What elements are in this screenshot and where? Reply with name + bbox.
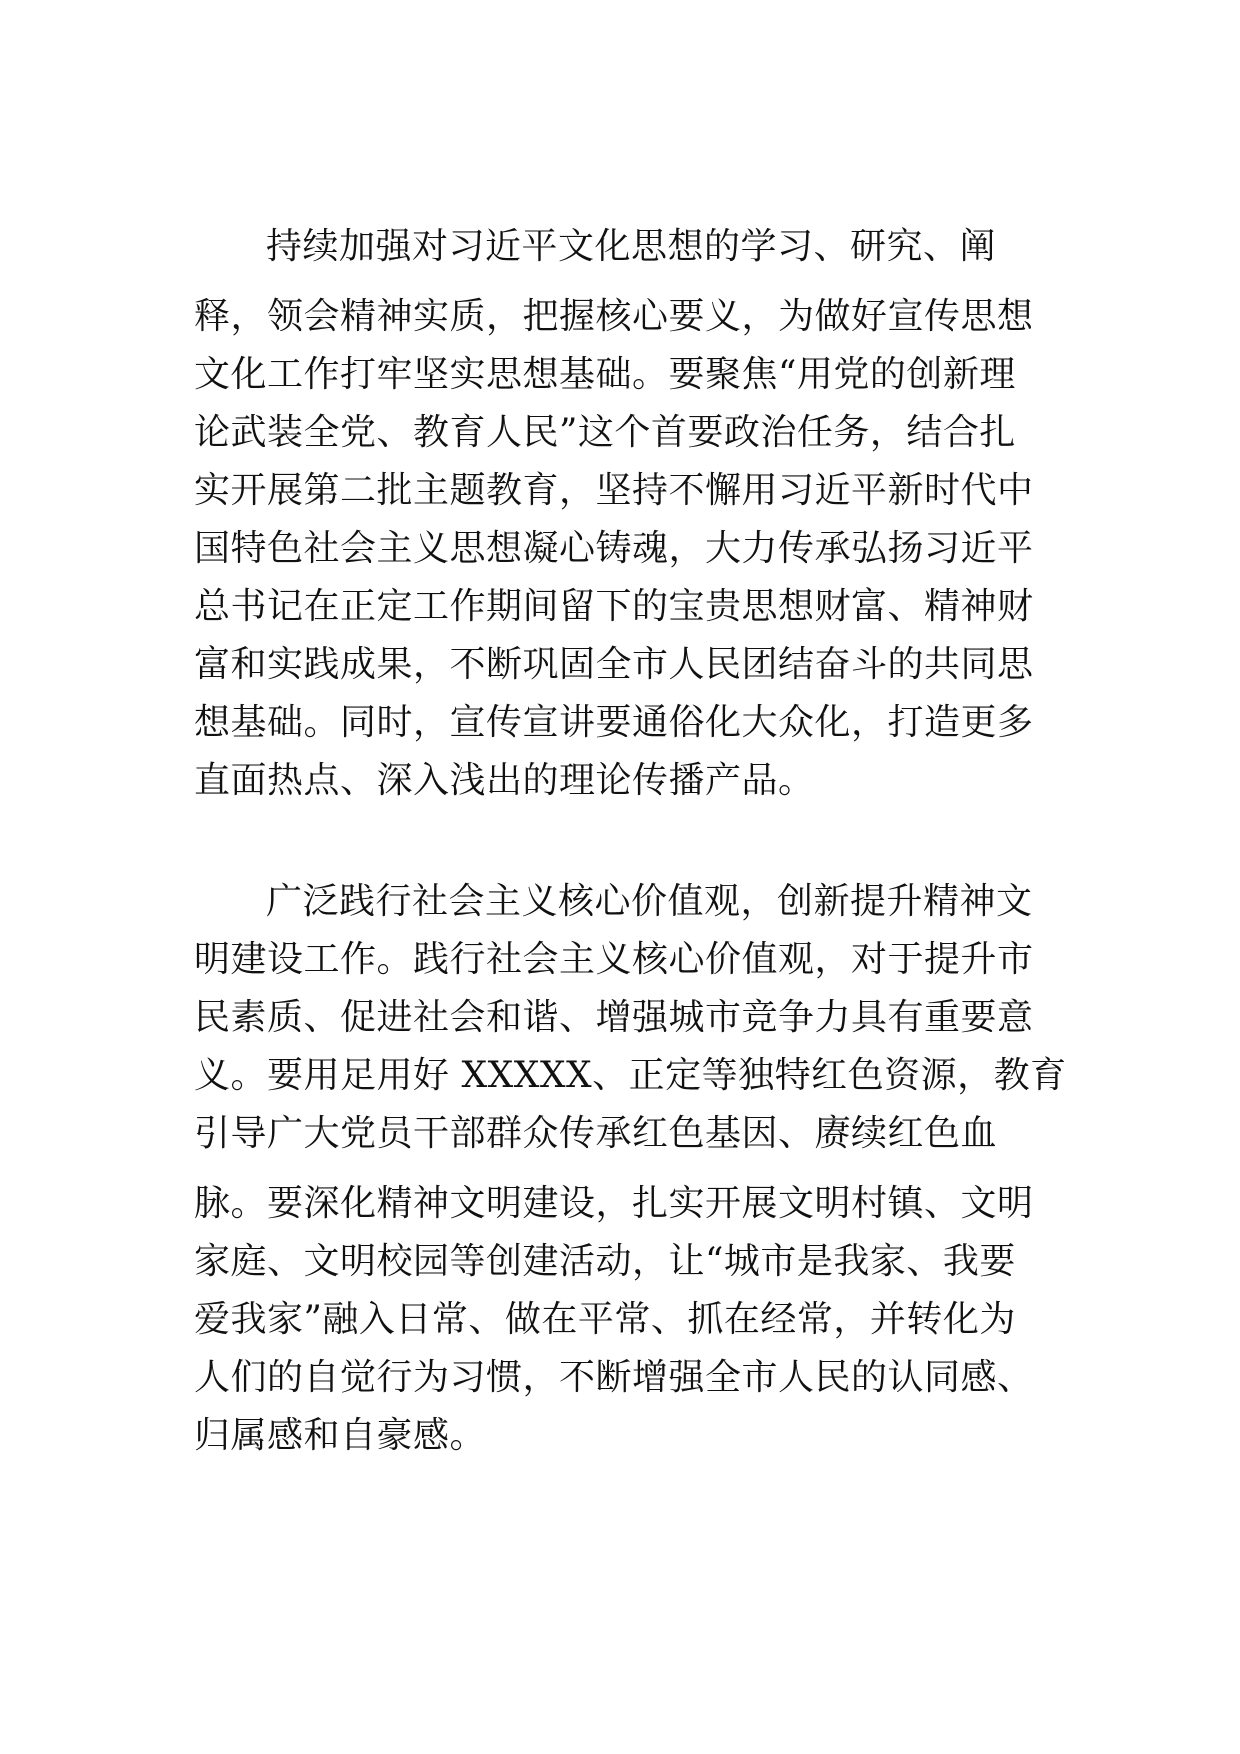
paragraph-line: 广泛践行社会主义核心价值观，创新提升精神文 bbox=[266, 881, 1033, 922]
paragraph-line: 论武装全党、教育人民”这个首要政治任务，结合扎 bbox=[194, 412, 1016, 453]
paragraph-line: 直面热点、深入浅出的理论传播产品。 bbox=[194, 760, 815, 801]
paragraph-line: 文化工作打牢坚实思想基础。要聚焦“用党的创新理 bbox=[194, 354, 1016, 395]
paragraph-line: 释，领会精神实质，把握核心要义，为做好宣传思想 bbox=[194, 296, 1034, 337]
paragraph-line: 爱我家”融入日常、做在平常、抓在经常，并转化为 bbox=[194, 1299, 1016, 1340]
paragraph-line: 脉。要深化精神文明建设，扎实开展文明村镇、文明 bbox=[194, 1183, 1034, 1224]
paragraph-line: 归属感和自豪感。 bbox=[194, 1415, 487, 1456]
paragraph-line: 持续加强对习近平文化思想的学习、研究、阐 bbox=[266, 226, 997, 267]
paragraph-line: 明建设工作。践行社会主义核心价值观，对于提升市 bbox=[194, 939, 1034, 980]
paragraph-line: 富和实践成果，不断巩固全市人民团结奋斗的共同思 bbox=[194, 644, 1034, 685]
paragraph-line: 家庭、文明校园等创建活动，让“城市是我家、我要 bbox=[194, 1241, 1016, 1282]
paragraph-line: 民素质、促进社会和谐、增强城市竞争力具有重要意 bbox=[194, 997, 1034, 1038]
paragraph-line: 人们的自觉行为习惯，不断增强全市人民的认同感、 bbox=[194, 1357, 1034, 1398]
paragraph-line: 义。要用足用好 XXXXX、正定等独特红色资源，教育 bbox=[194, 1055, 1067, 1096]
paragraph-line: 引导广大党员干部群众传承红色基因、赓续红色血 bbox=[194, 1113, 998, 1154]
paragraph-line: 总书记在正定工作期间留下的宝贵思想财富、精神财 bbox=[194, 586, 1034, 627]
paragraph-line: 实开展第二批主题教育，坚持不懈用习近平新时代中 bbox=[194, 470, 1034, 511]
paragraph-line: 国特色社会主义思想凝心铸魂，大力传承弘扬习近平 bbox=[194, 528, 1034, 569]
paragraph-line: 想基础。同时，宣传宣讲要通俗化大众化，打造更多 bbox=[194, 702, 1034, 743]
